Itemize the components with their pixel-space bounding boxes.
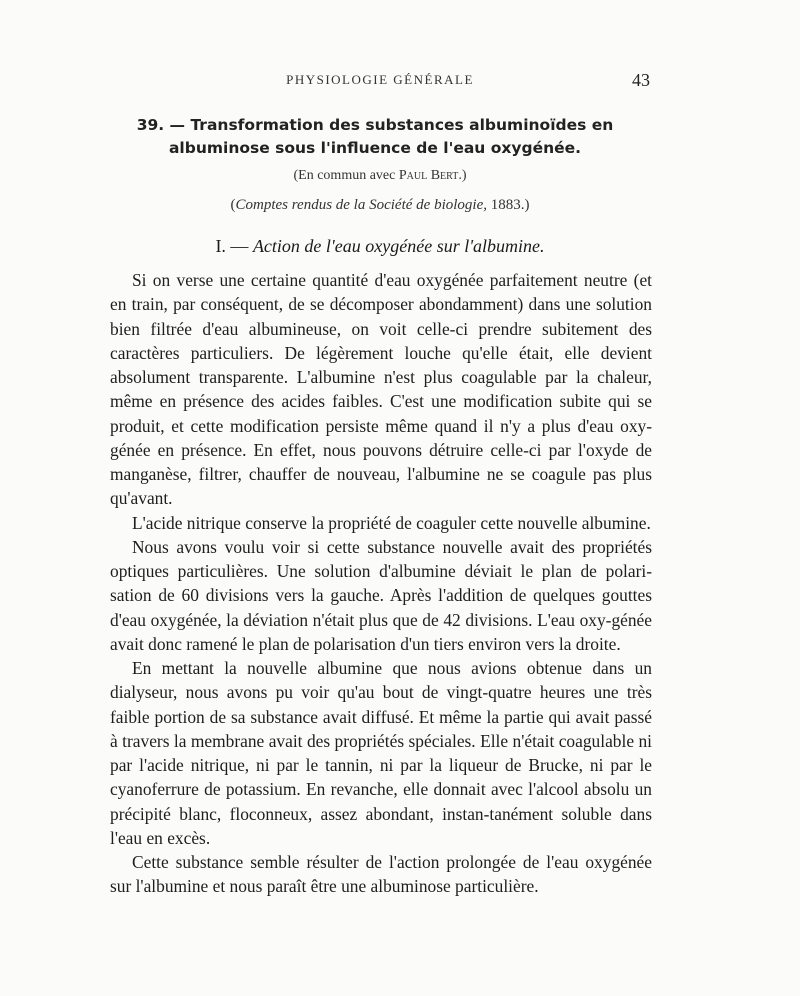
running-title: PHYSIOLOGIE GÉNÉRALE (286, 72, 474, 87)
collab-name: Paul Bert. (398, 168, 462, 183)
running-head (0, 72, 800, 96)
section-number: I. — (215, 236, 249, 256)
paragraph: L'acide nitrique conserve la propriété de coaguler cette nouvelle albumine. (132, 512, 651, 533)
section-heading (0, 236, 760, 257)
collab-suffix: ) (461, 168, 467, 183)
source-year: 1883.) (486, 197, 530, 213)
section-title: Action de l'eau oxygénée sur l'albumine. (252, 236, 545, 256)
page-number: 43 (632, 70, 650, 90)
source-open: ( (230, 197, 236, 213)
source-citation (0, 197, 760, 214)
collaboration-note (0, 168, 760, 184)
paragraph: Si on verse une certaine quantité d'eau oxygénée parfaitement neutre (et en train, par conséquent, de se décomposer abondamment) dans une solution bien filtrée d'eau albumineuse, on voit celle-ci prendre subitement des caractères particuliers. De légèrement louche qu'elle était, elle devient absolument transparente. L'albumine n'est plus coagulable par la chaleur, même en présence des acides faibles. C'est une modification subite qui se produit, et cette modification persiste même quand il n'y a plus d'eau oxy-génée en présence. En effet, nous pouvons détruire celle-ci par l'oxyde de manganèse, filtrer, chauffer de nouveau, l'albumine ne se coagule pas plus qu'avant. (110, 270, 652, 509)
body-text (110, 268, 652, 899)
paragraph: Cette substance semble résulter de l'action prolongée de l'eau oxygénée sur l'albumine et nous paraît être une albuminose particulière. (110, 852, 652, 897)
source-journal: Comptes rendus de la Société de biologie, (235, 197, 487, 213)
collab-prefix: (En commun avec (293, 168, 396, 183)
paragraph: Nous avons voulu voir si cette substance nouvelle avait des propriétés optiques particulières. Une solution d'albumine déviait le plan de polari-sation de 60 divisions vers la gauche. Après l'addition de quelques gouttes d'eau oxygénée, la déviation n'était plus que de 42 divisions. L'eau oxy-génée avait donc ramené le plan de polarisation d'un tiers environ vers la droite. (110, 536, 652, 654)
article-title: 39. — Transformation des substances albuminoïdes en albuminose sous l'influence de l'eau oxygénée. (136, 116, 614, 157)
paragraph: En mettant la nouvelle albumine que nous avions obtenue dans un dialyseur, nous avons pu voir qu'au bout de vingt-quatre heures une très faible portion de sa substance avait diffusé. Et même la partie qui avait passé à travers la membrane avait des propriétés spéciales. Elle n'était coagulable ni par l'acide nitrique, ni par le tannin, ni par la liqueur de Brucke, ni par le cyanoferrure de potassium. En revanche, elle donnait avec l'alcool absolu un précipité blanc, floconneux, assez abondant, instan-tanément soluble dans l'eau en excès. (110, 658, 652, 848)
